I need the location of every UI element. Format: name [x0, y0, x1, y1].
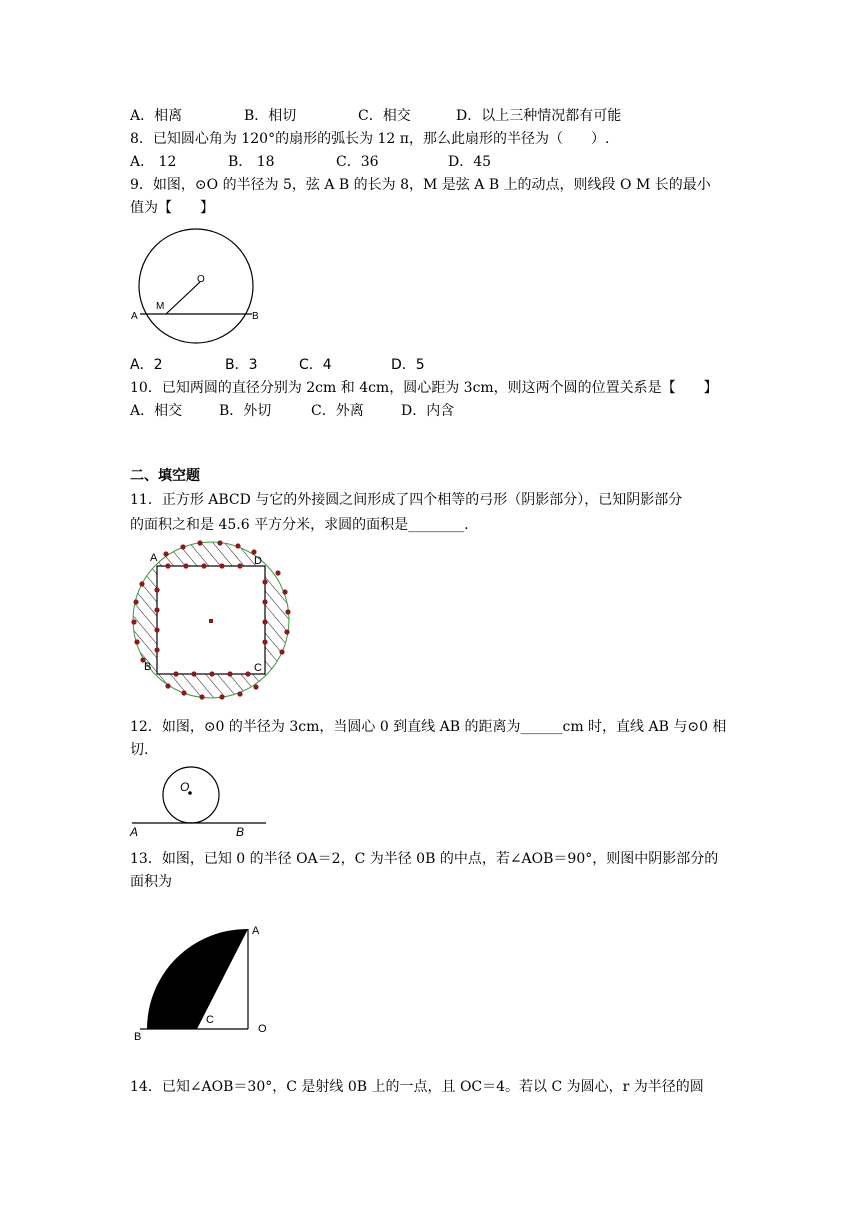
- q9-option-c: C．4: [299, 357, 332, 373]
- q10-option-c: C．外离: [311, 403, 364, 419]
- q10-option-d: D．内含: [401, 403, 455, 419]
- q7-option-c: C．相交: [358, 108, 411, 124]
- q9-stem-line2: 值为【 】: [130, 200, 214, 216]
- q12-label-o: O: [180, 780, 190, 794]
- q12-figure: [128, 766, 268, 840]
- q10-option-a: A．相交: [130, 403, 183, 419]
- q10-stem: 10．已知两圆的直径分别为 2cm 和 4cm，圆心距为 3cm，则这两个圆的位置关系是【 】: [130, 380, 718, 396]
- q11-label-c: C: [254, 662, 262, 674]
- q13-label-o: O: [258, 1023, 267, 1035]
- q13-stem-line2: 面积为: [130, 874, 172, 890]
- q7-option-d: D．以上三种情况都有可能: [456, 108, 622, 124]
- q11-figure: [128, 540, 296, 706]
- q8-option-d: D．45: [448, 154, 492, 170]
- q14-stem: 14．已知∠AOB＝30°，C 是射线 0B 上的一点，且 OC＝4。若以 C 为圆心，r 为半径的圆: [130, 1079, 704, 1095]
- q13-shaded-region: [147, 929, 248, 1029]
- q9-option-a: A．2: [130, 357, 163, 373]
- q9-option-b: B．3: [225, 357, 258, 373]
- q10-option-b: B．外切: [219, 403, 272, 419]
- q9-label-a: A: [131, 311, 138, 322]
- q13-label-c: C: [206, 1014, 214, 1026]
- section-title: 二、填空题: [130, 468, 200, 484]
- q11-label-d: D: [254, 555, 262, 567]
- q13-stem-line1: 13．如图，已知 0 的半径 OA＝2，C 为半径 0B 的中点，若∠AOB＝90°，则图中阴影部分的: [130, 851, 719, 867]
- q8-option-c: C．36: [336, 154, 379, 170]
- q9-label-o: O: [197, 274, 205, 285]
- q9-label-b: B: [252, 311, 259, 322]
- q11-stem-line1: 11．正方形 ABCD 与它的外接圆之间形成了四个相等的弓形（阴影部分），已知阴影部分: [130, 492, 683, 508]
- q9-label-m: M: [156, 301, 165, 312]
- q9-option-d: D．5: [391, 357, 425, 373]
- q8-option-a: A． 12: [130, 154, 177, 170]
- q7-option-a: A．相离: [130, 108, 183, 124]
- q9-stem-line1: 9．如图，⊙O 的半径为 5，弦 A B 的长为 8，M 是弦 A B 上的动点，则线段 O M 长的最小: [130, 177, 711, 193]
- q12-label-a: A: [130, 825, 139, 839]
- q12-stem-line1: 12．如图，⊙0 的半径为 3cm，当圆心 0 到直线 AB 的距离为______cm 时，直线 AB 与⊙0 相: [130, 719, 727, 735]
- q11-label-b: B: [144, 661, 152, 673]
- q12-circle: [163, 767, 219, 823]
- q9-figure: [128, 228, 268, 346]
- q11-center-point: [209, 619, 213, 623]
- q12-stem-line2: 切.: [130, 742, 149, 758]
- q13-label-b: B: [134, 1031, 142, 1043]
- q13-figure: [128, 920, 278, 1046]
- q11-stem-line2: 的面积之和是 45.6 平方分米，求圆的面积是________.: [130, 517, 469, 533]
- q7-option-b: B．相切: [244, 108, 297, 124]
- q13-label-a: A: [252, 925, 260, 937]
- q8-option-b: B． 18: [228, 154, 275, 170]
- q11-label-a: A: [150, 552, 158, 564]
- q8-stem: 8．已知圆心角为 120°的扇形的弧长为 12 π，那么此扇形的半径为（ ）.: [130, 131, 610, 147]
- q12-label-b: B: [236, 825, 245, 839]
- q9-segment-om: [166, 282, 200, 314]
